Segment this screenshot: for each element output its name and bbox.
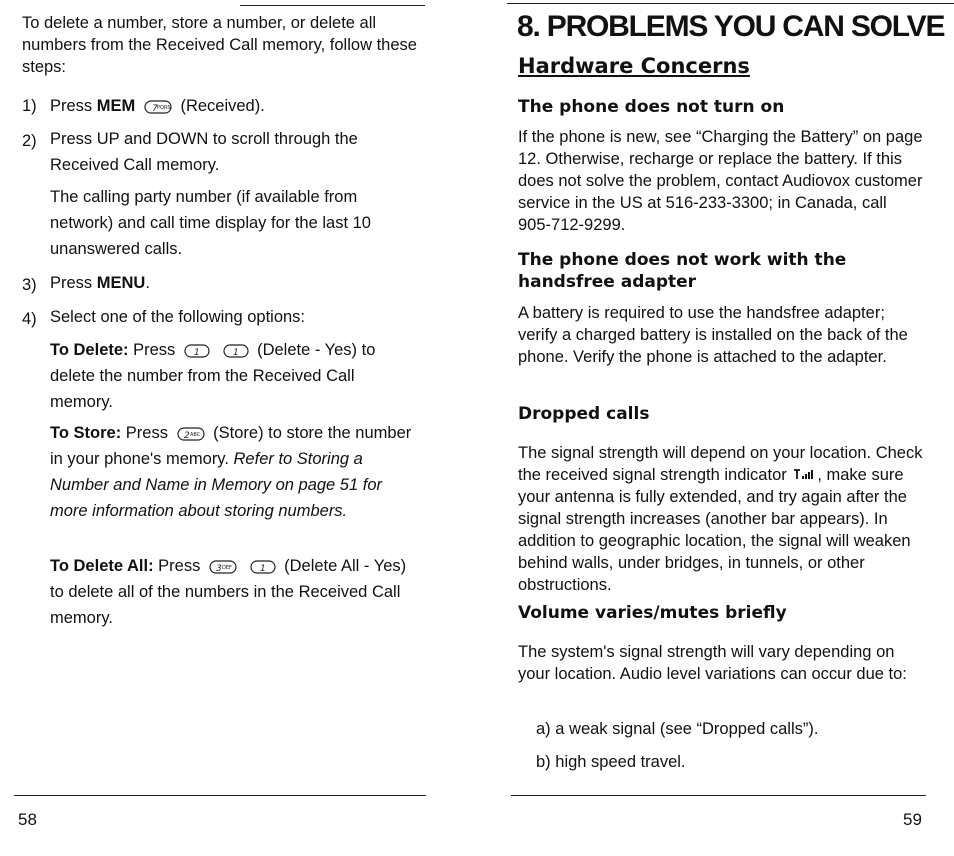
subheading: The phone does not work with the handsfree adapter — [518, 250, 847, 292]
svg-text:1: 1 — [193, 347, 200, 358]
key-label-menu: MENU — [96, 274, 146, 292]
bottom-rule — [511, 795, 926, 796]
step-3 — [50, 270, 420, 296]
step-4: Select one of the following options: — [50, 308, 306, 326]
key-7-icon — [144, 100, 172, 114]
right-page — [477, 0, 954, 856]
key-3-icon — [209, 560, 237, 574]
top-rule — [507, 3, 954, 4]
option-label: To Delete: — [50, 341, 129, 359]
chapter-title: 8. PROBLEMS YOU CAN SOLVE — [517, 10, 945, 43]
section-body: The system's signal strength will vary depending on your location. Audio level variations can occur due to: — [518, 643, 907, 683]
step-2: Press UP and DOWN to scroll through the Received Call memory. — [50, 130, 358, 174]
list-marker: a) — [536, 720, 551, 738]
section-text: The signal strength will depend on your location. Check the received signal strength indicator — [518, 444, 923, 484]
section-body — [518, 442, 923, 596]
page-number: 59 — [903, 810, 922, 829]
section-body: If the phone is new, see “Charging the Battery” on page 12. Otherwise, recharge or replace the battery. If this does not solve the problem, contact Audiovox customer service in the US at 516-233-3300; in Canada, call 905-712-9299. — [518, 128, 923, 234]
option-text: Press — [128, 341, 180, 359]
list-text: a weak signal (see “Dropped calls”). — [555, 720, 819, 738]
svg-text:PQRS: PQRS — [156, 104, 171, 111]
key-label-mem: MEM — [96, 97, 136, 115]
option-label: To Delete All: — [50, 557, 154, 575]
option-text: Press — [121, 424, 173, 442]
key-1-icon — [223, 344, 249, 358]
list-marker: b) — [536, 753, 551, 771]
section-text: , make sure your antenna is fully extended, and try again after the signal strength increases (another bar appears). In addition to geographic location, the signal will weaken behind walls, under bridges, in tunnels, or other obstructions. — [518, 466, 911, 594]
step-2-note: The calling party number (if available from network) and call time display for the last 10 unanswered calls. — [50, 188, 371, 258]
step-number: 3) — [22, 276, 37, 294]
step-text: . — [145, 274, 150, 292]
section-body: A battery is required to use the handsfree adapter; verify a charged battery is installed on the back of the phone. Verify the phone is attached to the adapter. — [518, 304, 908, 366]
signal-strength-icon — [793, 464, 815, 486]
step-number: 1) — [22, 97, 37, 115]
option-text: (Store) to store the number in your phone's memory. — [50, 424, 412, 468]
bottom-rule — [14, 795, 426, 796]
step-number: 2) — [22, 132, 37, 150]
option-text: (Delete All - Yes) to delete all of the numbers in the Received Call memory. — [50, 557, 407, 627]
step-number: 4) — [22, 310, 37, 328]
svg-text:2: 2 — [183, 430, 190, 441]
option-text: (Delete - Yes) to delete the number from the Received Call memory. — [50, 341, 376, 411]
svg-text:DEF: DEF — [221, 564, 232, 571]
option-store — [50, 420, 420, 524]
intro-text: To delete a number, store a number, or delete all numbers from the Received Call memory, follow these steps: — [22, 14, 417, 76]
svg-text:1: 1 — [259, 563, 266, 574]
key-2-icon — [177, 427, 205, 441]
svg-text:3: 3 — [215, 563, 222, 574]
step-text: Press — [50, 97, 97, 115]
page-number: 58 — [18, 810, 37, 829]
key-1-icon — [184, 344, 210, 358]
subheading: Dropped calls — [518, 404, 650, 424]
top-rule — [240, 5, 425, 6]
option-label: To Store: — [50, 424, 122, 442]
subheading: The phone does not turn on — [518, 97, 785, 117]
list-item — [536, 751, 686, 773]
section-title: Hardware Concerns — [518, 54, 750, 78]
svg-text:1: 1 — [232, 347, 239, 358]
step-text: Press — [50, 274, 97, 292]
subheading: Volume varies/mutes briefly — [518, 603, 787, 623]
svg-text:7: 7 — [151, 103, 158, 114]
svg-text:ABC: ABC — [189, 431, 200, 438]
step-text: (Received). — [175, 97, 265, 115]
key-1-icon — [250, 560, 276, 574]
list-text: high speed travel. — [555, 753, 686, 771]
step-1 — [50, 93, 420, 119]
option-text: Press — [153, 557, 205, 575]
option-delete — [50, 337, 420, 415]
list-item — [536, 718, 818, 740]
cross-reference: Refer to Storing a Number and Name in Memory on page 51 for more information about storing numbers. — [50, 450, 382, 520]
option-delete-all — [50, 553, 420, 631]
